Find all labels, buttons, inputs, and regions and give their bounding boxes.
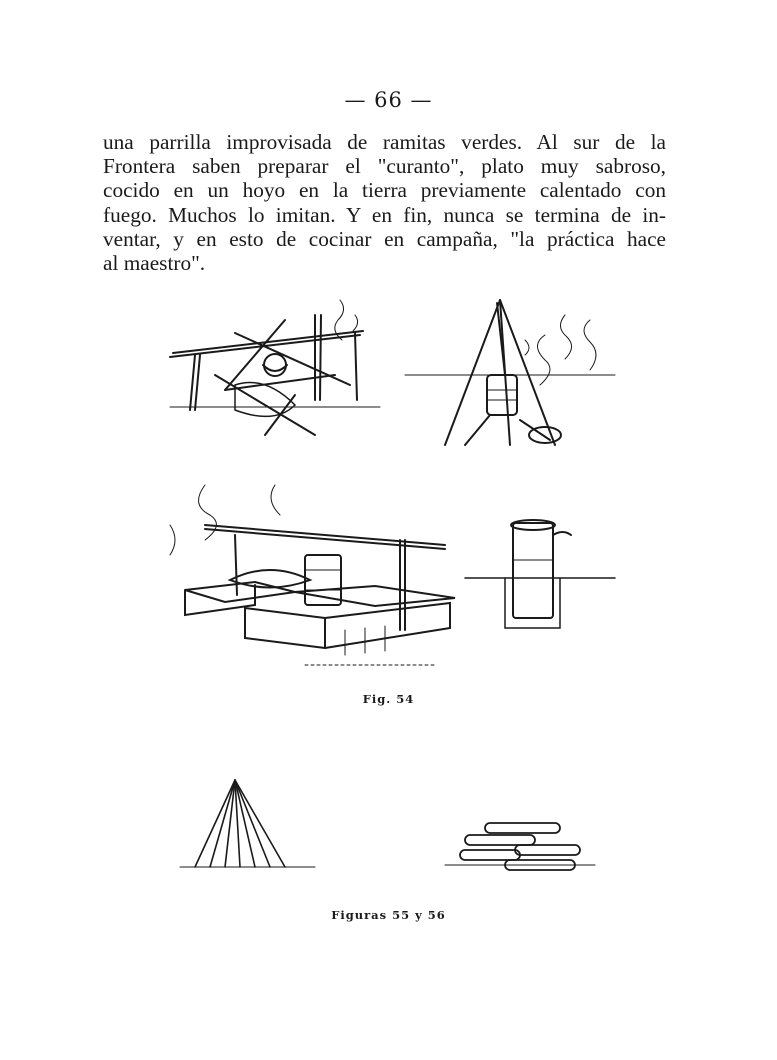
fig55-56-caption: Figuras 55 y 56 xyxy=(331,908,446,922)
grill-spit-icon xyxy=(165,295,385,455)
tripod-icon xyxy=(405,295,620,455)
text-line: Frontera saben preparar el "curanto", plato muy sabroso, xyxy=(103,154,666,179)
bucket-icon xyxy=(465,515,620,635)
text-line: al maestro". xyxy=(103,251,206,276)
page-number: — 66 — xyxy=(344,88,433,112)
text-line: una parrilla improvisada de ramitas verdes. Al sur de la xyxy=(103,130,666,154)
stove-icon xyxy=(165,480,465,670)
text-line: ventar, y en esto de cocinar en campaña, "la práctica hace xyxy=(103,226,666,251)
body-paragraph xyxy=(103,130,666,275)
text-line: fuego. Muchos lo imitan. Y en fin, nunca se termina de in- xyxy=(103,202,666,227)
fig54-caption: Fig. 54 xyxy=(362,692,415,706)
teepee-fire-icon xyxy=(180,775,320,875)
log-fire-icon xyxy=(445,815,595,880)
text-line: cocido en un hoyo en la tierra previamente calentado con xyxy=(103,178,666,203)
